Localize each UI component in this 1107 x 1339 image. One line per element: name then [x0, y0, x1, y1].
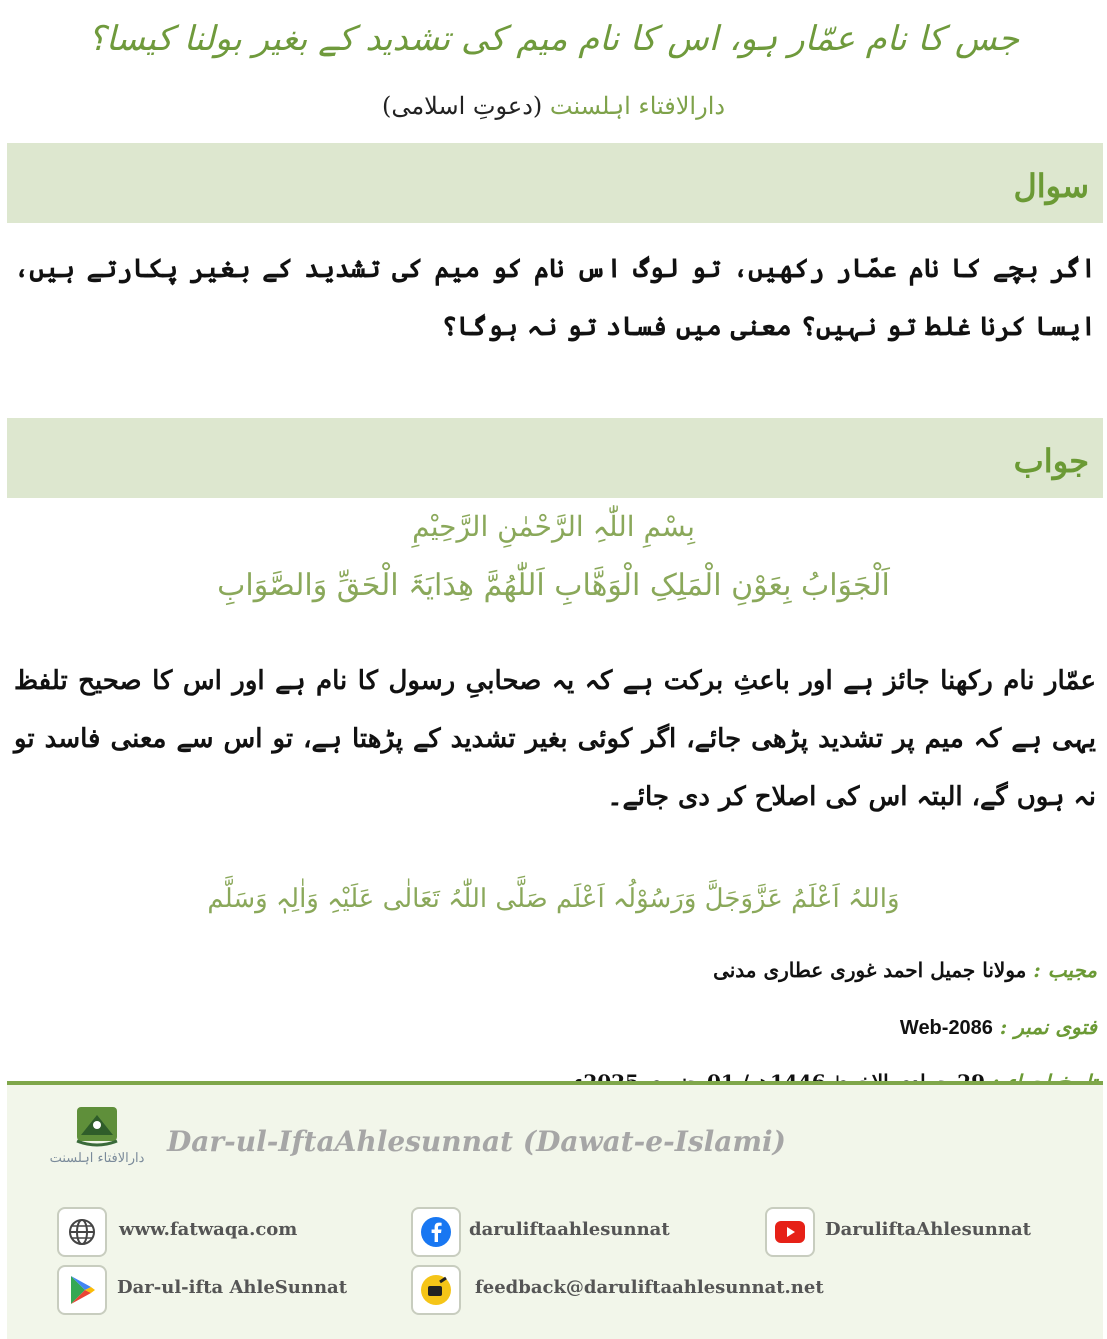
- answer-text: عمّار نام رکھنا جائز ہے اور باعثِ برکت ہے کہ یہ صحابیِ رسول کا نام ہے اور اس کا صحیح تلفظ یہی ہے کہ میم پر تشدید پڑھی جائے، اگر کوئی بغیر تشدید کے پڑھتا ہے، تو اس سے معنی فاسد تو نہ ہوں گے، البتہ اس کی اصلاح کر دی جائے۔: [14, 666, 1096, 812]
- question-text: اگر بچے کا نام عمّار رکھیں، تو لوگ اس نام کو میم کی تشدید کے بغیر پکارتے ہیں، ایسا کرنا غلط تو نہیں؟ معنی میں فساد تو نہ ہوگا؟: [14, 254, 1096, 342]
- mujeeb-value: مولانا جمیل احمد غوری عطاری مدنی: [713, 958, 1027, 982]
- fatwa-number-label: فتوی نمبر :: [999, 1015, 1097, 1039]
- question-label: سوال: [1013, 167, 1089, 205]
- bismillah: بِسْمِ اللّٰہِ الرَّحْمٰنِ الرَّحِیْمِ: [412, 510, 695, 543]
- fatwa-number-line: [900, 1015, 1097, 1040]
- mujeeb-line: [713, 958, 1097, 982]
- publisher-name: دارالافتاء اہلسنت: [549, 92, 726, 120]
- play-store-icon[interactable]: [57, 1265, 107, 1315]
- globe-icon[interactable]: [57, 1207, 107, 1257]
- feedback-link[interactable]: feedback@daruliftaahlesunnat.net: [475, 1277, 824, 1298]
- facebook-link[interactable]: daruliftaahlesunnat: [469, 1219, 670, 1240]
- play-store-link[interactable]: Dar-ul-ifta AhleSunnat: [117, 1277, 348, 1298]
- feedback-icon[interactable]: [411, 1265, 461, 1315]
- youtube-link[interactable]: DaruliftaAhlesunnat: [825, 1219, 1031, 1240]
- fatwa-number-value: Web-2086: [899, 1017, 993, 1039]
- footer-brand: Dar-ul-IftaAhlesunnat (Dawat-e-Islami): [167, 1125, 786, 1158]
- dar-ul-ifta-logo: [47, 1105, 147, 1185]
- closing-dua: وَاللہُ اَعْلَمُ عَزَّوَجَلَّ وَرَسُوْلُہ اَعْلَم صَلَّی اللّٰہُ تَعَالٰی عَلَیْہِ وَاٰلِہٖ وَسَلَّم: [207, 884, 900, 914]
- logo-text: دارالافتاء اہلسنت: [49, 1151, 145, 1166]
- publisher-org: (دعوتِ اسلامی): [381, 92, 543, 120]
- facebook-icon[interactable]: [411, 1207, 461, 1257]
- footer: [7, 1081, 1103, 1339]
- mujeeb-label: مجیب :: [1033, 958, 1097, 982]
- answer-opening: اَلْجَوَابُ بِعَوْنِ الْمَلِکِ الْوَھَّابِ اَللّٰھُمَّ ھِدَایَۃَ الْحَقِّ وَالصَّوَابِ: [217, 568, 890, 603]
- youtube-icon[interactable]: [765, 1207, 815, 1257]
- answer-label: جواب: [1013, 442, 1089, 480]
- website-link[interactable]: www.fatwaqa.com: [119, 1219, 298, 1240]
- page-subtitle: [0, 92, 1107, 120]
- question-header-band: [7, 143, 1103, 223]
- page-title: جس کا نام عمّار ہو، اس کا نام میم کی تشدید کے بغیر بولنا کیسا؟: [87, 19, 1020, 59]
- answer-header-band: [7, 418, 1103, 498]
